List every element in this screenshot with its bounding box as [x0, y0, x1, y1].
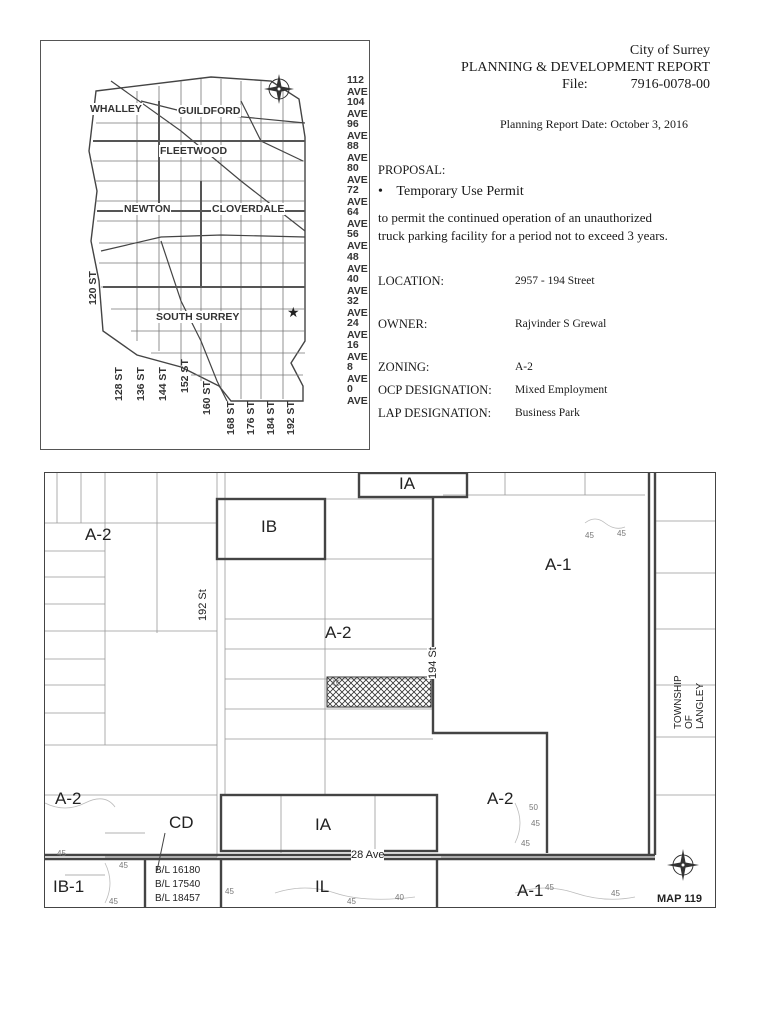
key-map-ave-48: 48 AVE: [347, 251, 368, 275]
key-map-ave-112: 112 AVE: [347, 74, 368, 98]
contour-label-5: 45: [109, 897, 118, 906]
zoning-label: ZONING:: [378, 360, 430, 374]
key-map-st-144: 144 ST: [157, 367, 169, 401]
lap-designation-label: LAP DESIGNATION:: [378, 406, 492, 420]
key-map-st-184: 184 ST: [265, 401, 277, 435]
key-map-st-136: 136 ST: [135, 367, 147, 401]
zoning-map-parcels: [45, 473, 716, 908]
location-value: 2957 - 194 Street: [515, 275, 595, 287]
key-map-st-160: 160 ST: [201, 381, 213, 415]
owner-value: Rajvinder S Grewal: [515, 318, 607, 330]
zone-label-a1-south: A-1: [517, 881, 544, 900]
street-label-194: 194 St: [427, 647, 439, 679]
contour-label-9: 45: [225, 887, 234, 896]
contour-label-1: 45: [617, 529, 626, 538]
contour-label-7: 45: [531, 819, 540, 828]
key-map-ave-96: 96 AVE: [347, 118, 368, 142]
proposal-bullet: •: [378, 184, 383, 199]
key-map-ave-40: 40 AVE: [347, 273, 368, 297]
zone-label-ib1: IB-1: [53, 877, 85, 896]
key-map-ave-104: 104 AVE: [347, 96, 368, 120]
bylaw-18457: B/L 18457: [155, 893, 201, 904]
zone-label-il: IL: [315, 877, 330, 896]
key-map-st-176: 176 ST: [245, 401, 257, 435]
township-of-langley-label: TOWNSHIP OF LANGLEY: [673, 675, 706, 729]
ocp-designation-label: OCP DESIGNATION:: [378, 383, 492, 397]
location-label: LOCATION:: [378, 274, 444, 288]
key-map-st-128: 128 ST: [113, 367, 125, 401]
contour-label-14: 45: [331, 679, 340, 688]
zone-label-a2-west: A-2: [85, 525, 112, 544]
key-map-ave-24: 24 AVE: [347, 317, 368, 341]
key-map-area-cloverdale: CLOVERDALE: [212, 203, 285, 215]
map-compass-icon: [667, 849, 699, 881]
zone-label-ia-south: IA: [315, 815, 332, 834]
key-map-ave-64: 64 AVE: [347, 206, 368, 230]
proposal-description-2: truck parking facility for a period not to exceed 3 years.: [378, 228, 668, 243]
file-label: File:: [562, 77, 588, 92]
proposal-item: [378, 184, 524, 200]
key-map-ave-80: 80 AVE: [347, 162, 368, 186]
key-map-area-whalley: WHALLEY: [90, 103, 142, 115]
key-map-st-168: 168 ST: [225, 401, 237, 435]
key-map-ave-32: 32 AVE: [347, 295, 368, 319]
site-location-star-icon: ★: [287, 304, 300, 320]
report-date-label: Planning Report Date:: [500, 117, 608, 131]
contour-label-10: 45: [347, 897, 356, 906]
subject-property: [327, 677, 431, 707]
key-map-st-152: 152 ST: [179, 359, 191, 393]
proposal-description-1: to permit the continued operation of an unauthorized: [378, 210, 652, 225]
key-map: [40, 40, 370, 450]
contour-label-8: 45: [521, 839, 530, 848]
ocp-designation-value: Mixed Employment: [515, 384, 608, 396]
map-number: MAP 119: [657, 893, 703, 905]
key-map-area-newton: NEWTON: [124, 203, 171, 215]
proposal-label: PROPOSAL:: [378, 163, 446, 177]
key-map-ave-16: 16 AVE: [347, 339, 368, 363]
key-map-ave-72: 72 AVE: [347, 184, 368, 208]
report-date-value: October 3, 2016: [610, 117, 688, 131]
file-number: 7916-0078-00: [630, 77, 710, 92]
key-map-area-guildford: GUILDFORD: [178, 105, 241, 117]
key-map-ave-56: 56 AVE: [347, 228, 368, 252]
report-date-line: [500, 117, 688, 132]
owner-label: OWNER:: [378, 317, 428, 331]
contour-label-11: 45: [545, 883, 554, 892]
contour-label-4: 45: [119, 861, 128, 870]
bylaw-17540: B/L 17540: [155, 879, 201, 890]
key-map-st-192: 192 ST: [285, 401, 297, 435]
zone-label-ib: IB: [261, 517, 278, 536]
key-map-area-fleetwood: FLEETWOOD: [160, 145, 228, 157]
zone-label-cd: CD: [169, 813, 194, 832]
zoning-value: A-2: [515, 361, 533, 373]
street-label-28-ave: 28 Ave: [351, 849, 385, 861]
compass-rose-icon: [264, 74, 294, 104]
zone-label-a2-center: A-2: [325, 623, 352, 642]
contour-label-2: 45: [585, 531, 594, 540]
key-map-ave-88: 88 AVE: [347, 140, 368, 164]
key-map-area-south-surrey: SOUTH SURREY: [156, 311, 240, 323]
contour-label-3: 45: [57, 849, 66, 858]
contour-label-13: 40: [395, 893, 404, 902]
report-title: PLANNING & DEVELOPMENT REPORT: [461, 60, 710, 75]
zone-label-a2-southeast: A-2: [487, 789, 514, 808]
street-label-192: 192 St: [197, 589, 209, 621]
org-name: City of Surrey: [629, 43, 710, 58]
zone-label-a2-southwest: A-2: [55, 789, 82, 808]
key-map-ave-0: 0 AVE: [347, 383, 368, 407]
contour-label-12: 45: [611, 889, 620, 898]
key-map-ave-8: 8 AVE: [347, 361, 368, 385]
zone-label-a1-east: A-1: [545, 555, 572, 574]
lap-designation-value: Business Park: [515, 407, 580, 419]
bylaw-16180: B/L 16180: [155, 865, 201, 876]
zone-label-ia-north: IA: [399, 474, 416, 493]
key-map-st-120: 120 ST: [87, 271, 99, 305]
contour-label-6: 50: [529, 803, 538, 812]
zoning-map: [44, 472, 716, 908]
proposal-item-text: Temporary Use Permit: [396, 184, 524, 199]
